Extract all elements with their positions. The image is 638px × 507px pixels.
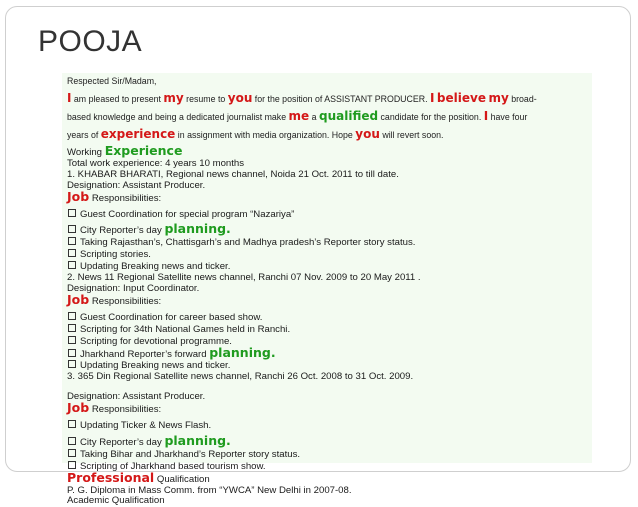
list-item: City Reporter’s day planning. xyxy=(67,436,586,449)
letter-line-2: based knowledge and being a dedicated journalist make me a qualified candidate for the position. I have four xyxy=(67,109,528,123)
checkbox-icon xyxy=(68,261,76,269)
job-2-responsibilities-heading: Job Responsibilities: xyxy=(67,291,162,307)
list-item: Taking Rajasthan’s, Chattisgarh’s and Madhya pradesh’s Reporter story status. xyxy=(67,237,586,249)
checkbox-icon xyxy=(68,449,76,457)
checkbox-icon xyxy=(68,237,76,245)
list-item: Guest Coordination for special program “Nazariya” xyxy=(67,209,586,221)
list-item: Scripting stories. xyxy=(67,249,586,261)
checkbox-icon xyxy=(68,249,76,257)
checkbox-icon xyxy=(68,336,76,344)
academic-qualification: Academic Qualification xyxy=(67,495,165,507)
checkbox-icon xyxy=(68,349,76,357)
checkbox-icon xyxy=(68,360,76,368)
list-item: Updating Ticker & News Flash. xyxy=(67,420,586,432)
total-experience: Total work experience: 4 years 10 months xyxy=(67,157,245,169)
job-3-responsibilities-heading: Job Responsibilities: xyxy=(67,400,162,416)
list-item: Scripting for devotional programme. xyxy=(67,336,586,348)
list-item: Jharkhand Reporter’s forward planning. xyxy=(67,348,586,361)
pg-diploma: P. G. Diploma in Mass Comm. from “YWCA” New Delhi in 2007-08. xyxy=(67,484,352,496)
checkbox-icon xyxy=(68,437,76,445)
list-item: Scripting for 34th National Games held in Ranchi. xyxy=(67,324,586,336)
resume-document xyxy=(62,73,592,507)
checkbox-icon xyxy=(68,420,76,428)
experience-heading: Working Experience xyxy=(67,143,183,158)
checkbox-icon xyxy=(68,324,76,332)
job-2-title: 2. News 11 Regional Satellite news channel, Ranchi 07 Nov. 2009 to 20 May 2011 . xyxy=(67,272,421,284)
checkbox-icon xyxy=(68,209,76,217)
qualification-heading: Professional Qualification xyxy=(67,469,210,485)
checkbox-icon xyxy=(68,312,76,320)
list-item: Updating Breaking news and ticker. xyxy=(67,261,586,273)
list-item: Taking Bihar and Jharkhand’s Reporter story status. xyxy=(67,449,586,461)
cover-letter xyxy=(67,73,586,144)
checkbox-icon xyxy=(68,461,76,469)
list-item: City Reporter’s day planning. xyxy=(67,224,586,237)
slide-title: POOJA xyxy=(38,25,143,58)
list-item: Guest Coordination for career based show. xyxy=(67,312,586,324)
list-item: Scripting of Jharkhand based tourism show. xyxy=(67,461,586,473)
job-1-title: 1. KHABAR BHARATI, Regional news channel, Noida 21 Oct. 2011 to till date. xyxy=(67,168,399,180)
letter-line-1: I am pleased to present my resume to you for the position of ASSISTANT PRODUCER. I believe my broad- xyxy=(67,91,537,105)
greeting: Respected Sir/Madam, xyxy=(67,76,157,86)
checkbox-icon xyxy=(68,225,76,233)
job-1-responsibilities-heading: Job Responsibilities: xyxy=(67,188,162,204)
list-item: Updating Breaking news and ticker. xyxy=(67,360,586,372)
job-3-designation: Designation: Assistant Producer. xyxy=(67,391,206,403)
job-2-designation: Designation: Input Coordinator. xyxy=(67,282,200,294)
job-3-title: 3. 365 Din Regional Satellite news channel, Ranchi 26 Oct. 2008 to 31 Oct. 2009. xyxy=(67,371,414,383)
letter-line-3: years of experience in assignment with media organization. Hope you will revert soon. xyxy=(67,127,444,141)
work-experience-section xyxy=(67,143,586,507)
job-1-designation: Designation: Assistant Producer. xyxy=(67,179,206,191)
